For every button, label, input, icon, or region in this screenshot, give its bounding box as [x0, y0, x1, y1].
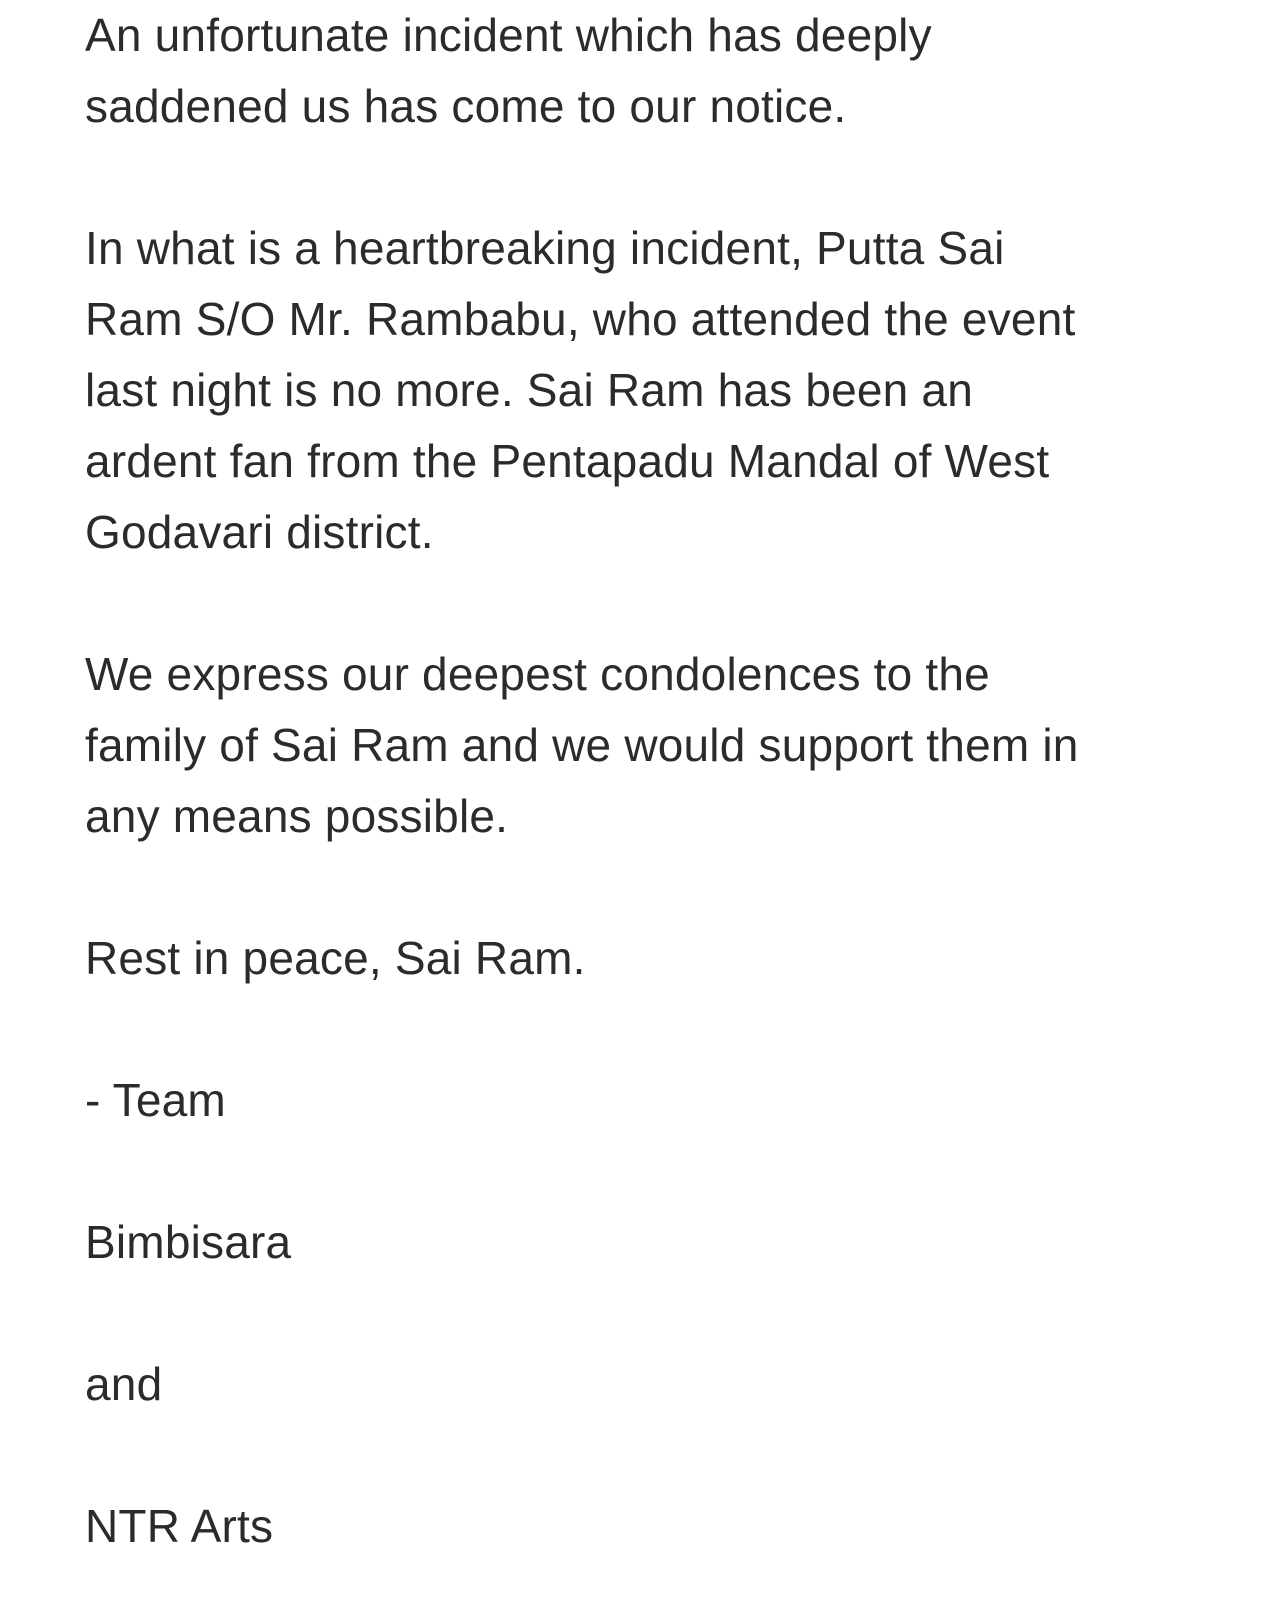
text-line: family of Sai Ram and we would support them in: [85, 719, 1079, 771]
signature-ntr-arts: [85, 1491, 1215, 1562]
note-body: [85, 0, 1215, 1562]
paragraph-condolences: [85, 639, 1215, 852]
paragraph-intro: [85, 0, 1215, 142]
text-line: any means possible.: [85, 790, 509, 842]
text-line: saddened us has come to our notice.: [85, 80, 847, 132]
text-line: In what is a heartbreaking incident, Putta Sai: [85, 222, 1005, 274]
text-line: An unfortunate incident which has deeply: [85, 9, 932, 61]
signature-and: [85, 1349, 1215, 1420]
paragraph-rip: [85, 923, 1215, 994]
text-line: Godavari district.: [85, 506, 434, 558]
paragraph-incident: [85, 213, 1215, 568]
text-line: We express our deepest condolences to the: [85, 648, 990, 700]
text-line: and: [85, 1358, 163, 1410]
text-line: last night is no more. Sai Ram has been an: [85, 364, 973, 416]
text-line: - Team: [85, 1074, 226, 1126]
signature-team: [85, 1065, 1215, 1136]
text-line: Rest in peace, Sai Ram.: [85, 932, 586, 984]
text-line: Ram S/O Mr. Rambabu, who attended the event: [85, 293, 1076, 345]
text-line: NTR Arts: [85, 1500, 274, 1552]
signature-bimbisara: [85, 1207, 1215, 1278]
text-line: Bimbisara: [85, 1216, 292, 1268]
text-line: ardent fan from the Pentapadu Mandal of West: [85, 435, 1050, 487]
